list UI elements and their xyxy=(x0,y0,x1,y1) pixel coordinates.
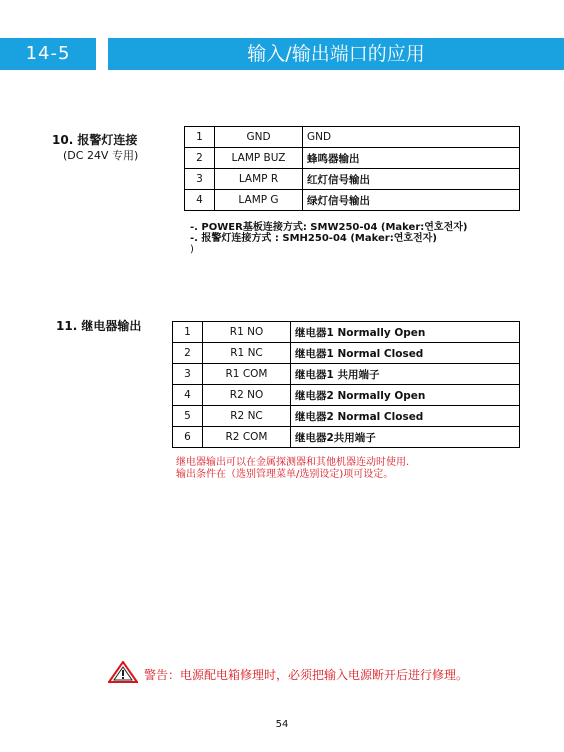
pin-description: 绿灯信号输出 xyxy=(303,190,520,211)
table-row xyxy=(185,169,520,190)
pin-description: 继电器1 共用端子 xyxy=(291,364,520,385)
pin-description: 继电器2共用端子 xyxy=(291,427,520,448)
note-line: 继电器输出可以在金属探测器和其他机器连动时使用. xyxy=(176,457,410,468)
row-number: 1 xyxy=(185,127,215,148)
section10-notes xyxy=(190,222,467,255)
pin-description: 继电器1 Normally Open xyxy=(291,322,520,343)
relay-note xyxy=(176,457,409,481)
note-line: ) xyxy=(190,244,194,255)
table-row xyxy=(185,190,520,211)
note-line: -. POWER基板连接方式: SMW250-04 (Maker:연호전자) xyxy=(190,222,468,233)
section-number-bar xyxy=(0,38,96,70)
section-number: 14-5 xyxy=(25,43,71,64)
row-number: 2 xyxy=(185,148,215,169)
pin-code: LAMP BUZ xyxy=(215,148,303,169)
pin-description: 蜂鸣器输出 xyxy=(303,148,520,169)
pin-code: R2 NO xyxy=(203,385,291,406)
page-title: 输入/输出端口的应用 xyxy=(247,43,425,65)
warning-triangle-icon xyxy=(108,661,138,687)
table-row xyxy=(185,148,520,169)
row-number: 6 xyxy=(173,427,203,448)
table-row xyxy=(173,322,520,343)
row-number: 5 xyxy=(173,406,203,427)
pin-code: R2 COM xyxy=(203,427,291,448)
page-number: 54 xyxy=(275,719,289,730)
section10-title: 10. 报警灯连接 xyxy=(52,133,138,147)
pin-description: 红灯信号输出 xyxy=(303,169,520,190)
table-row xyxy=(173,406,520,427)
row-number: 3 xyxy=(173,364,203,385)
page-title-bar xyxy=(108,38,564,70)
table-row xyxy=(173,343,520,364)
warning-banner xyxy=(108,662,468,686)
pin-description: 继电器2 Normal Closed xyxy=(291,406,520,427)
table-row xyxy=(173,385,520,406)
relay-output-table xyxy=(172,321,520,448)
pin-code: LAMP R xyxy=(215,169,303,190)
row-number: 4 xyxy=(185,190,215,211)
section10-subtitle: (DC 24V 专用) xyxy=(63,149,139,162)
pin-code: LAMP G xyxy=(215,190,303,211)
row-number: 1 xyxy=(173,322,203,343)
pin-code: R1 NC xyxy=(203,343,291,364)
table-row xyxy=(173,364,520,385)
pin-code: GND xyxy=(215,127,303,148)
row-number: 2 xyxy=(173,343,203,364)
pin-description: 继电器2 Normally Open xyxy=(291,385,520,406)
pin-description: GND xyxy=(303,127,520,148)
alarm-lamp-table xyxy=(184,126,520,211)
table-row xyxy=(185,127,520,148)
pin-description: 继电器1 Normal Closed xyxy=(291,343,520,364)
pin-code: R2 NC xyxy=(203,406,291,427)
note-line: 输出条件在（选别管理菜单/选别设定)项可设定。 xyxy=(176,469,394,480)
row-number: 3 xyxy=(185,169,215,190)
section11-title: 11. 继电器输出 xyxy=(56,319,142,333)
pin-code: R1 NO xyxy=(203,322,291,343)
note-line: -. 报警灯连接方式 : SMH250-04 (Maker:연호전자) xyxy=(190,233,437,244)
row-number: 4 xyxy=(173,385,203,406)
warning-text: 警告：电源配电箱修理时，必须把输入电源断开后进行修理。 xyxy=(144,667,469,682)
table-row xyxy=(173,427,520,448)
pin-code: R1 COM xyxy=(203,364,291,385)
